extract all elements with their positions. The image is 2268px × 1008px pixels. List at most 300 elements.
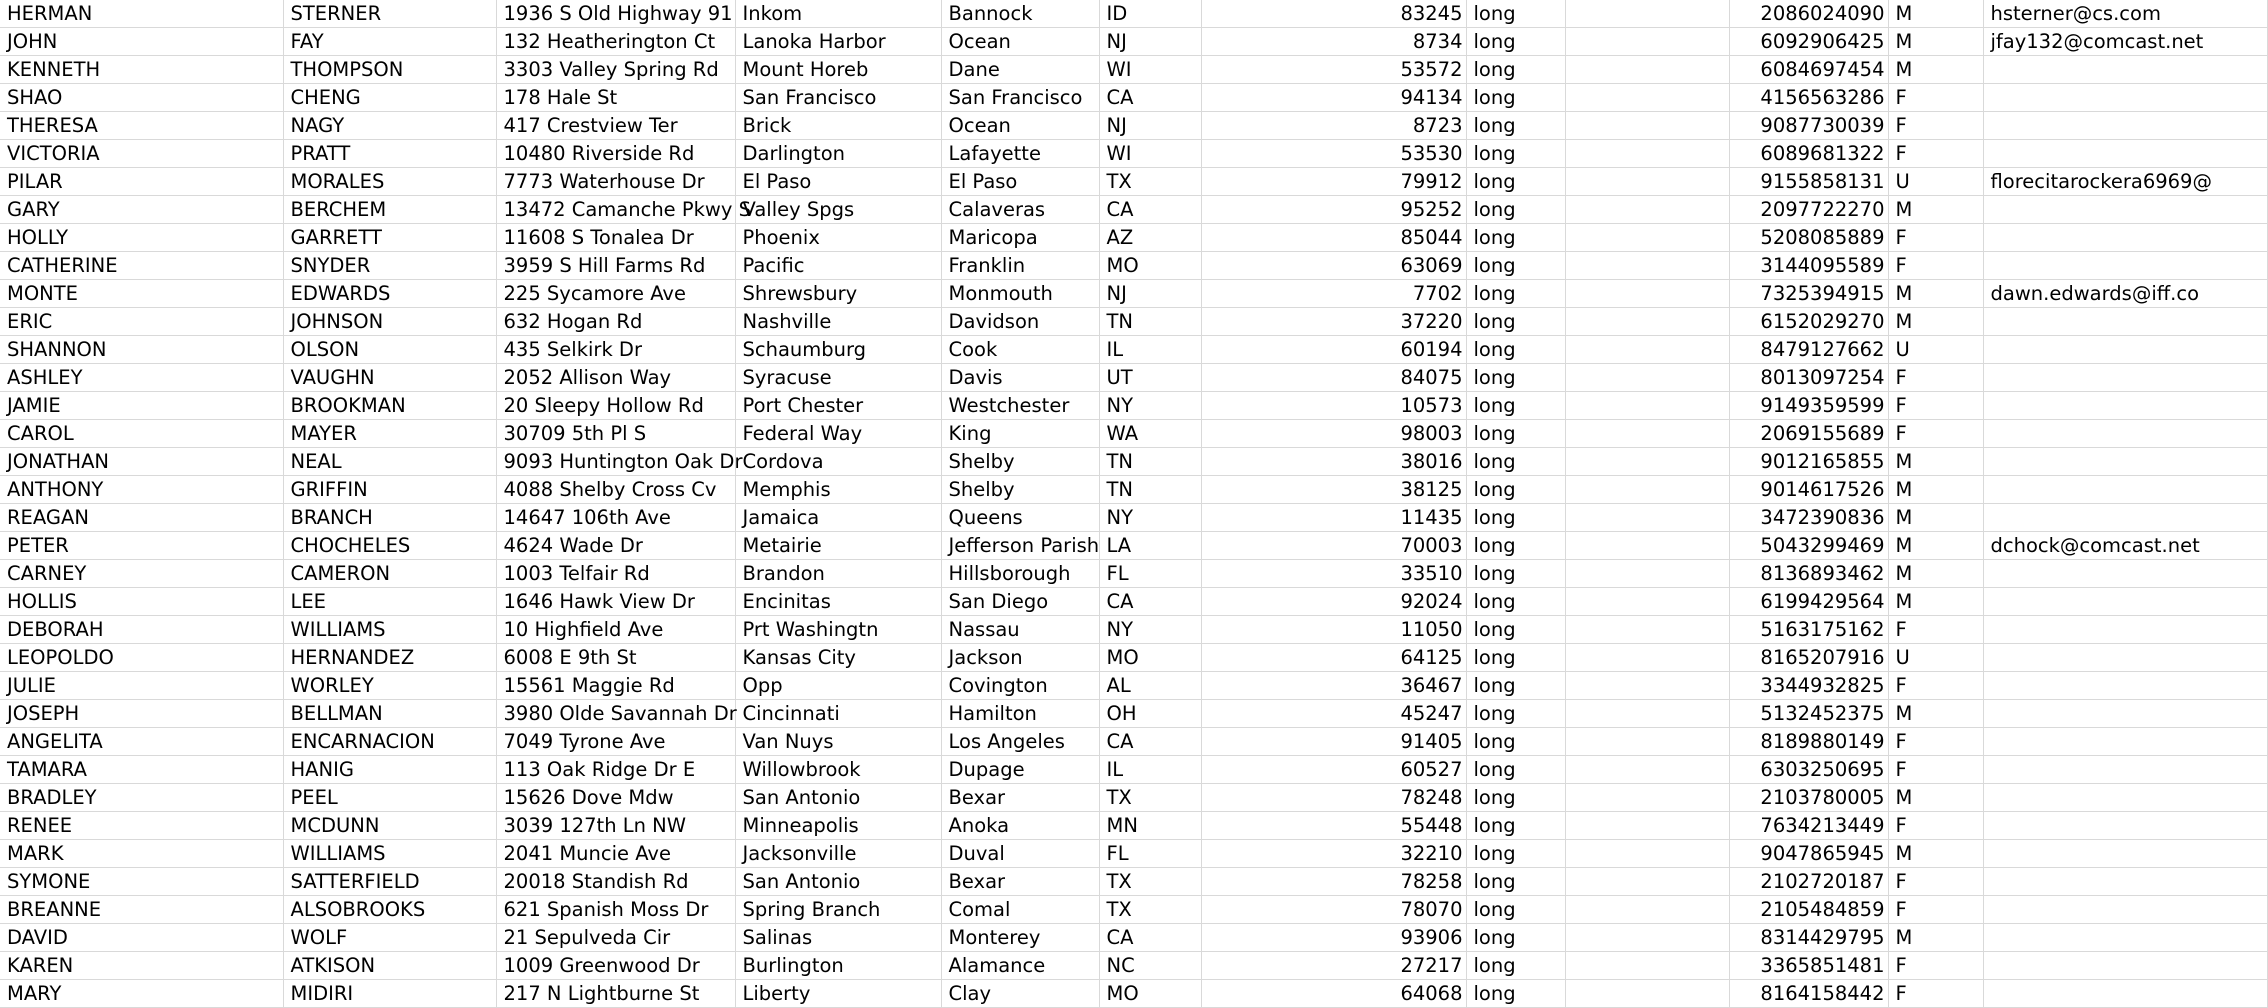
cell-email[interactable] <box>1983 812 2267 840</box>
cell-address[interactable]: 1003 Telfair Rd <box>496 560 735 588</box>
cell-phone[interactable]: 8189880149 <box>1729 728 1888 756</box>
cell-blank[interactable] <box>1565 812 1729 840</box>
cell-phone[interactable]: 6084697454 <box>1729 56 1888 84</box>
cell-city[interactable]: Schaumburg <box>735 336 941 364</box>
cell-phone[interactable]: 9047865945 <box>1729 840 1888 868</box>
cell-address[interactable]: 15626 Dove Mdw <box>496 784 735 812</box>
cell-state[interactable]: CA <box>1099 924 1201 952</box>
cell-phone[interactable]: 2097722270 <box>1729 196 1888 224</box>
cell-first-name[interactable]: THERESA <box>0 112 283 140</box>
cell-blank[interactable] <box>1565 532 1729 560</box>
cell-city[interactable]: Darlington <box>735 140 941 168</box>
cell-address[interactable]: 21 Sepulveda Cir <box>496 924 735 952</box>
cell-email[interactable] <box>1983 420 2267 448</box>
cell-length[interactable]: long <box>1466 112 1565 140</box>
cell-gender[interactable]: M <box>1888 196 1983 224</box>
cell-zip[interactable]: 78258 <box>1201 868 1466 896</box>
cell-county[interactable]: Dane <box>941 56 1099 84</box>
cell-blank[interactable] <box>1565 364 1729 392</box>
cell-length[interactable]: long <box>1466 420 1565 448</box>
cell-city[interactable]: Syracuse <box>735 364 941 392</box>
cell-last-name[interactable]: ALSOBROOKS <box>283 896 496 924</box>
cell-state[interactable]: CA <box>1099 84 1201 112</box>
cell-first-name[interactable]: HERMAN <box>0 0 283 28</box>
cell-city[interactable]: Minneapolis <box>735 812 941 840</box>
cell-gender[interactable]: F <box>1888 420 1983 448</box>
cell-first-name[interactable]: HOLLIS <box>0 588 283 616</box>
cell-county[interactable]: Cook <box>941 336 1099 364</box>
cell-city[interactable]: San Antonio <box>735 868 941 896</box>
cell-email[interactable] <box>1983 728 2267 756</box>
cell-email[interactable] <box>1983 336 2267 364</box>
cell-blank[interactable] <box>1565 280 1729 308</box>
cell-address[interactable]: 113 Oak Ridge Dr E <box>496 756 735 784</box>
cell-blank[interactable] <box>1565 840 1729 868</box>
cell-length[interactable]: long <box>1466 168 1565 196</box>
cell-length[interactable]: long <box>1466 616 1565 644</box>
cell-phone[interactable]: 9155858131 <box>1729 168 1888 196</box>
cell-last-name[interactable]: OLSON <box>283 336 496 364</box>
cell-city[interactable]: Valley Spgs <box>735 196 941 224</box>
cell-address[interactable]: 1936 S Old Highway 91 <box>496 0 735 28</box>
cell-zip[interactable]: 10573 <box>1201 392 1466 420</box>
cell-city[interactable]: Willowbrook <box>735 756 941 784</box>
cell-email[interactable] <box>1983 560 2267 588</box>
cell-length[interactable]: long <box>1466 756 1565 784</box>
cell-zip[interactable]: 33510 <box>1201 560 1466 588</box>
cell-first-name[interactable]: REAGAN <box>0 504 283 532</box>
cell-phone[interactable]: 9149359599 <box>1729 392 1888 420</box>
cell-state[interactable]: NY <box>1099 504 1201 532</box>
cell-length[interactable]: long <box>1466 924 1565 952</box>
cell-state[interactable]: WI <box>1099 140 1201 168</box>
cell-phone[interactable]: 6089681322 <box>1729 140 1888 168</box>
cell-blank[interactable] <box>1565 252 1729 280</box>
cell-county[interactable]: Hamilton <box>941 700 1099 728</box>
cell-blank[interactable] <box>1565 28 1729 56</box>
cell-address[interactable]: 3303 Valley Spring Rd <box>496 56 735 84</box>
cell-gender[interactable]: F <box>1888 952 1983 980</box>
cell-county[interactable]: Calaveras <box>941 196 1099 224</box>
cell-email[interactable] <box>1983 84 2267 112</box>
cell-last-name[interactable]: WOLF <box>283 924 496 952</box>
cell-phone[interactable]: 9014617526 <box>1729 476 1888 504</box>
cell-last-name[interactable]: GRIFFIN <box>283 476 496 504</box>
cell-county[interactable]: Monterey <box>941 924 1099 952</box>
cell-last-name[interactable]: WILLIAMS <box>283 616 496 644</box>
cell-first-name[interactable]: BREANNE <box>0 896 283 924</box>
cell-blank[interactable] <box>1565 784 1729 812</box>
cell-city[interactable]: Kansas City <box>735 644 941 672</box>
cell-blank[interactable] <box>1565 392 1729 420</box>
cell-county[interactable]: Ocean <box>941 112 1099 140</box>
cell-city[interactable]: Jamaica <box>735 504 941 532</box>
cell-city[interactable]: Port Chester <box>735 392 941 420</box>
cell-city[interactable]: Cordova <box>735 448 941 476</box>
cell-email[interactable] <box>1983 112 2267 140</box>
cell-phone[interactable]: 7634213449 <box>1729 812 1888 840</box>
cell-gender[interactable]: M <box>1888 840 1983 868</box>
cell-zip[interactable]: 32210 <box>1201 840 1466 868</box>
cell-address[interactable]: 10 Highfield Ave <box>496 616 735 644</box>
cell-city[interactable]: El Paso <box>735 168 941 196</box>
cell-zip[interactable]: 60527 <box>1201 756 1466 784</box>
cell-address[interactable]: 178 Hale St <box>496 84 735 112</box>
cell-phone[interactable]: 5163175162 <box>1729 616 1888 644</box>
cell-address[interactable]: 9093 Huntington Oak Dr <box>496 448 735 476</box>
cell-email[interactable]: dawn.edwards@iff.co <box>1983 280 2267 308</box>
cell-blank[interactable] <box>1565 504 1729 532</box>
cell-length[interactable]: long <box>1466 56 1565 84</box>
cell-zip[interactable]: 38125 <box>1201 476 1466 504</box>
cell-phone[interactable]: 6152029270 <box>1729 308 1888 336</box>
cell-state[interactable]: IL <box>1099 756 1201 784</box>
cell-zip[interactable]: 70003 <box>1201 532 1466 560</box>
cell-blank[interactable] <box>1565 196 1729 224</box>
cell-first-name[interactable]: TAMARA <box>0 756 283 784</box>
cell-last-name[interactable]: LEE <box>283 588 496 616</box>
cell-state[interactable]: NY <box>1099 616 1201 644</box>
cell-county[interactable]: Los Angeles <box>941 728 1099 756</box>
cell-blank[interactable] <box>1565 980 1729 1008</box>
cell-county[interactable]: Covington <box>941 672 1099 700</box>
cell-length[interactable]: long <box>1466 280 1565 308</box>
cell-blank[interactable] <box>1565 168 1729 196</box>
cell-email[interactable]: florecitarockera6969@ <box>1983 168 2267 196</box>
cell-address[interactable]: 2041 Muncie Ave <box>496 840 735 868</box>
cell-state[interactable]: FL <box>1099 840 1201 868</box>
cell-state[interactable]: NJ <box>1099 112 1201 140</box>
cell-blank[interactable] <box>1565 924 1729 952</box>
cell-state[interactable]: TN <box>1099 476 1201 504</box>
cell-address[interactable]: 6008 E 9th St <box>496 644 735 672</box>
cell-phone[interactable]: 6303250695 <box>1729 756 1888 784</box>
cell-blank[interactable] <box>1565 308 1729 336</box>
cell-email[interactable] <box>1983 980 2267 1008</box>
cell-last-name[interactable]: WORLEY <box>283 672 496 700</box>
cell-state[interactable]: WI <box>1099 56 1201 84</box>
cell-last-name[interactable]: HERNANDEZ <box>283 644 496 672</box>
cell-last-name[interactable]: PRATT <box>283 140 496 168</box>
cell-zip[interactable]: 78248 <box>1201 784 1466 812</box>
cell-length[interactable]: long <box>1466 532 1565 560</box>
cell-first-name[interactable]: MONTE <box>0 280 283 308</box>
cell-phone[interactable]: 7325394915 <box>1729 280 1888 308</box>
cell-state[interactable]: WA <box>1099 420 1201 448</box>
cell-state[interactable]: UT <box>1099 364 1201 392</box>
cell-city[interactable]: Inkom <box>735 0 941 28</box>
cell-state[interactable]: TN <box>1099 308 1201 336</box>
cell-length[interactable]: long <box>1466 952 1565 980</box>
cell-zip[interactable]: 79912 <box>1201 168 1466 196</box>
cell-county[interactable]: Hillsborough <box>941 560 1099 588</box>
cell-city[interactable]: Memphis <box>735 476 941 504</box>
cell-address[interactable]: 7773 Waterhouse Dr <box>496 168 735 196</box>
cell-phone[interactable]: 5132452375 <box>1729 700 1888 728</box>
cell-address[interactable]: 11608 S Tonalea Dr <box>496 224 735 252</box>
cell-state[interactable]: MO <box>1099 980 1201 1008</box>
cell-blank[interactable] <box>1565 448 1729 476</box>
cell-state[interactable]: TX <box>1099 168 1201 196</box>
cell-address[interactable]: 217 N Lightburne St <box>496 980 735 1008</box>
cell-phone[interactable]: 9012165855 <box>1729 448 1888 476</box>
cell-gender[interactable]: F <box>1888 980 1983 1008</box>
cell-phone[interactable]: 4156563286 <box>1729 84 1888 112</box>
cell-state[interactable]: ID <box>1099 0 1201 28</box>
cell-phone[interactable]: 2105484859 <box>1729 896 1888 924</box>
cell-phone[interactable]: 2086024090 <box>1729 0 1888 28</box>
cell-blank[interactable] <box>1565 140 1729 168</box>
cell-gender[interactable]: M <box>1888 476 1983 504</box>
cell-county[interactable]: Davidson <box>941 308 1099 336</box>
cell-county[interactable]: Jefferson Parish <box>941 532 1099 560</box>
cell-phone[interactable]: 8013097254 <box>1729 364 1888 392</box>
cell-gender[interactable]: U <box>1888 644 1983 672</box>
cell-county[interactable]: Maricopa <box>941 224 1099 252</box>
cell-gender[interactable]: F <box>1888 84 1983 112</box>
cell-email[interactable] <box>1983 364 2267 392</box>
cell-gender[interactable]: F <box>1888 896 1983 924</box>
cell-zip[interactable]: 98003 <box>1201 420 1466 448</box>
cell-email[interactable] <box>1983 924 2267 952</box>
cell-last-name[interactable]: BRANCH <box>283 504 496 532</box>
cell-phone[interactable]: 8164158442 <box>1729 980 1888 1008</box>
cell-phone[interactable]: 5208085889 <box>1729 224 1888 252</box>
cell-last-name[interactable]: BELLMAN <box>283 700 496 728</box>
cell-county[interactable]: Monmouth <box>941 280 1099 308</box>
cell-phone[interactable]: 8314429795 <box>1729 924 1888 952</box>
cell-city[interactable]: Cincinnati <box>735 700 941 728</box>
cell-first-name[interactable]: HOLLY <box>0 224 283 252</box>
cell-gender[interactable]: M <box>1888 924 1983 952</box>
cell-last-name[interactable]: CHENG <box>283 84 496 112</box>
cell-city[interactable]: Pacific <box>735 252 941 280</box>
cell-first-name[interactable]: CARNEY <box>0 560 283 588</box>
cell-blank[interactable] <box>1565 84 1729 112</box>
cell-phone[interactable]: 3144095589 <box>1729 252 1888 280</box>
cell-length[interactable]: long <box>1466 728 1565 756</box>
cell-last-name[interactable]: ENCARNACION <box>283 728 496 756</box>
cell-phone[interactable]: 5043299469 <box>1729 532 1888 560</box>
cell-address[interactable]: 1009 Greenwood Dr <box>496 952 735 980</box>
cell-length[interactable]: long <box>1466 308 1565 336</box>
cell-zip[interactable]: 7702 <box>1201 280 1466 308</box>
cell-first-name[interactable]: JULIE <box>0 672 283 700</box>
cell-county[interactable]: Jackson <box>941 644 1099 672</box>
cell-city[interactable]: San Francisco <box>735 84 941 112</box>
cell-length[interactable]: long <box>1466 224 1565 252</box>
cell-city[interactable]: Salinas <box>735 924 941 952</box>
cell-address[interactable]: 7049 Tyrone Ave <box>496 728 735 756</box>
cell-gender[interactable]: U <box>1888 336 1983 364</box>
cell-last-name[interactable]: FAY <box>283 28 496 56</box>
cell-zip[interactable]: 11435 <box>1201 504 1466 532</box>
cell-state[interactable]: NC <box>1099 952 1201 980</box>
cell-phone[interactable]: 3344932825 <box>1729 672 1888 700</box>
cell-blank[interactable] <box>1565 588 1729 616</box>
cell-last-name[interactable]: PEEL <box>283 784 496 812</box>
cell-first-name[interactable]: ASHLEY <box>0 364 283 392</box>
cell-length[interactable]: long <box>1466 896 1565 924</box>
cell-address[interactable]: 13472 Camanche Pkwy S <box>496 196 735 224</box>
cell-gender[interactable]: M <box>1888 700 1983 728</box>
cell-city[interactable]: Federal Way <box>735 420 941 448</box>
cell-first-name[interactable]: ANGELITA <box>0 728 283 756</box>
cell-email[interactable] <box>1983 504 2267 532</box>
cell-phone[interactable]: 2102720187 <box>1729 868 1888 896</box>
cell-gender[interactable]: M <box>1888 532 1983 560</box>
cell-county[interactable]: Shelby <box>941 448 1099 476</box>
cell-address[interactable]: 2052 Allison Way <box>496 364 735 392</box>
cell-county[interactable]: Clay <box>941 980 1099 1008</box>
cell-gender[interactable]: M <box>1888 560 1983 588</box>
cell-county[interactable]: Davis <box>941 364 1099 392</box>
cell-county[interactable]: Bexar <box>941 868 1099 896</box>
cell-zip[interactable]: 38016 <box>1201 448 1466 476</box>
cell-gender[interactable]: M <box>1888 0 1983 28</box>
cell-address[interactable]: 225 Sycamore Ave <box>496 280 735 308</box>
cell-length[interactable]: long <box>1466 840 1565 868</box>
cell-email[interactable] <box>1983 896 2267 924</box>
cell-length[interactable]: long <box>1466 196 1565 224</box>
cell-blank[interactable] <box>1565 756 1729 784</box>
cell-state[interactable]: LA <box>1099 532 1201 560</box>
cell-gender[interactable]: F <box>1888 392 1983 420</box>
cell-first-name[interactable]: RENEE <box>0 812 283 840</box>
cell-zip[interactable]: 37220 <box>1201 308 1466 336</box>
cell-gender[interactable]: F <box>1888 252 1983 280</box>
cell-zip[interactable]: 11050 <box>1201 616 1466 644</box>
cell-zip[interactable]: 36467 <box>1201 672 1466 700</box>
cell-length[interactable]: long <box>1466 868 1565 896</box>
cell-city[interactable]: San Antonio <box>735 784 941 812</box>
cell-county[interactable]: San Francisco <box>941 84 1099 112</box>
cell-zip[interactable]: 60194 <box>1201 336 1466 364</box>
cell-phone[interactable]: 8165207916 <box>1729 644 1888 672</box>
cell-last-name[interactable]: HANIG <box>283 756 496 784</box>
cell-zip[interactable]: 83245 <box>1201 0 1466 28</box>
cell-first-name[interactable]: CAROL <box>0 420 283 448</box>
cell-gender[interactable]: F <box>1888 112 1983 140</box>
cell-first-name[interactable]: MARK <box>0 840 283 868</box>
cell-address[interactable]: 15561 Maggie Rd <box>496 672 735 700</box>
cell-zip[interactable]: 78070 <box>1201 896 1466 924</box>
cell-last-name[interactable]: BROOKMAN <box>283 392 496 420</box>
cell-address[interactable]: 3959 S Hill Farms Rd <box>496 252 735 280</box>
cell-first-name[interactable]: BRADLEY <box>0 784 283 812</box>
cell-email[interactable]: dchock@comcast.net <box>1983 532 2267 560</box>
cell-zip[interactable]: 84075 <box>1201 364 1466 392</box>
cell-blank[interactable] <box>1565 420 1729 448</box>
cell-last-name[interactable]: EDWARDS <box>283 280 496 308</box>
cell-phone[interactable]: 8479127662 <box>1729 336 1888 364</box>
cell-phone[interactable]: 8136893462 <box>1729 560 1888 588</box>
cell-address[interactable]: 30709 5th Pl S <box>496 420 735 448</box>
cell-blank[interactable] <box>1565 700 1729 728</box>
cell-email[interactable] <box>1983 952 2267 980</box>
cell-zip[interactable]: 27217 <box>1201 952 1466 980</box>
cell-last-name[interactable]: MORALES <box>283 168 496 196</box>
cell-zip[interactable]: 8723 <box>1201 112 1466 140</box>
cell-phone[interactable]: 2103780005 <box>1729 784 1888 812</box>
cell-length[interactable]: long <box>1466 812 1565 840</box>
cell-length[interactable]: long <box>1466 448 1565 476</box>
cell-length[interactable]: long <box>1466 0 1565 28</box>
cell-first-name[interactable]: JONATHAN <box>0 448 283 476</box>
cell-gender[interactable]: M <box>1888 56 1983 84</box>
cell-first-name[interactable]: MARY <box>0 980 283 1008</box>
cell-county[interactable]: Bexar <box>941 784 1099 812</box>
cell-last-name[interactable]: STERNER <box>283 0 496 28</box>
cell-last-name[interactable]: NEAL <box>283 448 496 476</box>
cell-gender[interactable]: M <box>1888 280 1983 308</box>
cell-county[interactable]: Comal <box>941 896 1099 924</box>
cell-zip[interactable]: 8734 <box>1201 28 1466 56</box>
cell-gender[interactable]: F <box>1888 140 1983 168</box>
cell-blank[interactable] <box>1565 224 1729 252</box>
cell-first-name[interactable]: JAMIE <box>0 392 283 420</box>
cell-gender[interactable]: M <box>1888 784 1983 812</box>
cell-last-name[interactable]: THOMPSON <box>283 56 496 84</box>
cell-city[interactable]: Brick <box>735 112 941 140</box>
cell-phone[interactable]: 6092906425 <box>1729 28 1888 56</box>
cell-county[interactable]: Lafayette <box>941 140 1099 168</box>
cell-zip[interactable]: 64068 <box>1201 980 1466 1008</box>
cell-length[interactable]: long <box>1466 588 1565 616</box>
cell-city[interactable]: Jacksonville <box>735 840 941 868</box>
cell-length[interactable]: long <box>1466 504 1565 532</box>
cell-zip[interactable]: 94134 <box>1201 84 1466 112</box>
cell-first-name[interactable]: SHANNON <box>0 336 283 364</box>
cell-last-name[interactable]: BERCHEM <box>283 196 496 224</box>
cell-city[interactable]: Liberty <box>735 980 941 1008</box>
cell-length[interactable]: long <box>1466 560 1565 588</box>
cell-city[interactable]: Spring Branch <box>735 896 941 924</box>
cell-last-name[interactable]: NAGY <box>283 112 496 140</box>
cell-email[interactable] <box>1983 672 2267 700</box>
cell-gender[interactable]: F <box>1888 364 1983 392</box>
cell-zip[interactable]: 91405 <box>1201 728 1466 756</box>
cell-city[interactable]: Lanoka Harbor <box>735 28 941 56</box>
cell-length[interactable]: long <box>1466 392 1565 420</box>
cell-length[interactable]: long <box>1466 784 1565 812</box>
cell-address[interactable]: 14647 106th Ave <box>496 504 735 532</box>
cell-gender[interactable]: U <box>1888 168 1983 196</box>
cell-length[interactable]: long <box>1466 84 1565 112</box>
cell-length[interactable]: long <box>1466 28 1565 56</box>
cell-state[interactable]: TX <box>1099 896 1201 924</box>
cell-length[interactable]: long <box>1466 252 1565 280</box>
cell-address[interactable]: 417 Crestview Ter <box>496 112 735 140</box>
cell-gender[interactable]: M <box>1888 28 1983 56</box>
cell-first-name[interactable]: DEBORAH <box>0 616 283 644</box>
cell-county[interactable]: Bannock <box>941 0 1099 28</box>
cell-address[interactable]: 435 Selkirk Dr <box>496 336 735 364</box>
cell-last-name[interactable]: WILLIAMS <box>283 840 496 868</box>
cell-email[interactable] <box>1983 476 2267 504</box>
cell-state[interactable]: TN <box>1099 448 1201 476</box>
cell-first-name[interactable]: LEOPOLDO <box>0 644 283 672</box>
cell-last-name[interactable]: MIDIRI <box>283 980 496 1008</box>
cell-first-name[interactable]: KAREN <box>0 952 283 980</box>
cell-email[interactable] <box>1983 784 2267 812</box>
cell-first-name[interactable]: PETER <box>0 532 283 560</box>
cell-zip[interactable]: 45247 <box>1201 700 1466 728</box>
cell-phone[interactable]: 9087730039 <box>1729 112 1888 140</box>
cell-email[interactable] <box>1983 448 2267 476</box>
cell-city[interactable]: Burlington <box>735 952 941 980</box>
cell-email[interactable] <box>1983 196 2267 224</box>
